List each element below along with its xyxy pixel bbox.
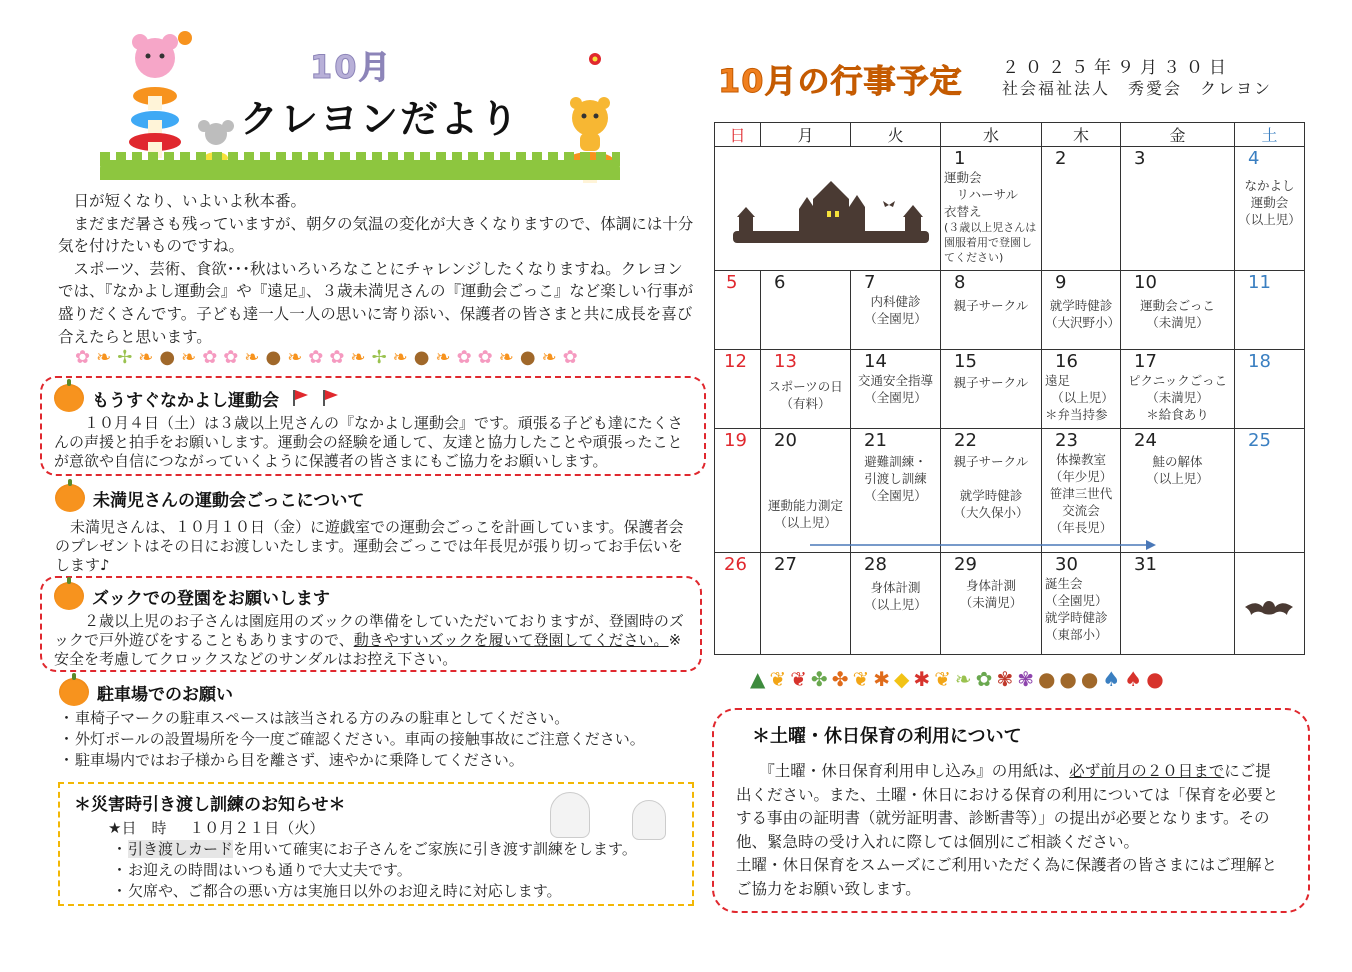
- calendar-week: [715, 429, 1305, 553]
- leaf-icon: ✤: [810, 667, 828, 691]
- day-events: 内科健診 （全園児）: [864, 294, 927, 326]
- section-body: [54, 612, 688, 669]
- intro-text: [58, 190, 698, 348]
- newsletter-title: クレヨンだより: [240, 97, 521, 141]
- maple-leaf-icon: ✱: [873, 667, 890, 691]
- day-number: 27: [774, 554, 797, 575]
- issue-date: ２０２５年９月３０日: [1002, 58, 1232, 78]
- leaf-icon: ❧: [954, 667, 972, 691]
- haunted-castle-icon: [733, 181, 929, 243]
- leaf-icon: ❧: [181, 346, 197, 368]
- mushroom-icon: ♠: [1124, 667, 1143, 691]
- calendar-day-24: [1121, 429, 1235, 553]
- flower-icon: ✿: [223, 346, 239, 368]
- day-number: 6: [774, 272, 786, 293]
- section-title: ＊土曜・休日保育の利用について: [752, 726, 1022, 747]
- day-events: スポーツの日 （有料）: [768, 379, 843, 411]
- maple-leaf-icon: ✱: [913, 667, 931, 691]
- calendar-day-1: [941, 147, 1042, 271]
- flag-icon: [323, 390, 339, 406]
- month-title: 10月: [310, 48, 393, 86]
- calendar-day-16: [1042, 350, 1121, 429]
- day-number: 13: [774, 351, 797, 372]
- calendar-day-9: [1042, 271, 1121, 350]
- day-events: 運動会ごっこ （未満児）: [1140, 298, 1215, 330]
- drill-list: [108, 839, 678, 902]
- day-events: 就学時健診 （大沢野小）: [1045, 298, 1121, 330]
- day-events: なかよし 運動会 （以上児）: [1238, 178, 1301, 227]
- drill-date-row: [108, 817, 678, 839]
- calendar-day-11: [1235, 271, 1305, 350]
- weekday-tue: 火: [851, 123, 941, 147]
- organization-name: 社会福祉法人 秀愛会 クレヨン: [1002, 79, 1273, 98]
- list-item: ・ 外灯ポールの設置場所を今一度ご確認ください。車両の接触事故にご注意ください。: [55, 729, 695, 750]
- calendar-day-30: [1042, 553, 1121, 655]
- day-number: 19: [724, 430, 747, 451]
- section-title: 未満児さんの運動会ごっこについて: [93, 490, 365, 511]
- calendar-day-23: [1042, 429, 1121, 553]
- body-text: 『土曜・休日保育利用申し込み』の用紙は、: [759, 762, 1070, 780]
- section-title: ズックでの登園をお願いします: [92, 588, 330, 609]
- day-number: 14: [864, 351, 887, 372]
- leaf-icon: ❧: [498, 346, 514, 368]
- calendar-week: [715, 350, 1305, 429]
- day-number: 28: [864, 554, 887, 575]
- day-number: 9: [1055, 272, 1067, 293]
- flag-icon: [293, 390, 309, 406]
- section-parking: [55, 676, 695, 776]
- dragonfly-icon: ✢: [117, 346, 133, 368]
- ghost-witch-icon: [632, 800, 666, 840]
- apple-icon: ●: [1146, 667, 1164, 691]
- flower-icon: ✿: [329, 346, 345, 368]
- day-number: 22: [954, 430, 977, 451]
- event-calendar: [714, 122, 1305, 655]
- flower-icon: ✿: [308, 346, 324, 368]
- day-number: 25: [1248, 430, 1271, 451]
- autumn-leaves-row: [750, 664, 1270, 694]
- list-item: ・ 駐車場内ではお子様から目を離さず、速やかに乗降してください。: [55, 750, 695, 771]
- chestnut-icon: ●: [1059, 667, 1077, 691]
- calendar-day-6: [761, 271, 851, 350]
- calendar-day-2: [1042, 147, 1121, 271]
- calendar-day-28: [851, 553, 941, 655]
- leaf-icon: ❧: [96, 346, 112, 368]
- leaf-icon: ❧: [138, 346, 154, 368]
- calendar-day-27: [761, 553, 851, 655]
- calendar-day-7: [851, 271, 941, 350]
- weekday-mon: 月: [761, 123, 851, 147]
- day-number: 31: [1134, 554, 1157, 575]
- day-events: 誕生会 （全園児） 就学時健診 （東部小）: [1045, 576, 1108, 642]
- day-number: 16: [1055, 351, 1078, 372]
- body-text: にご提出ください。また、土曜・休日における保育の利用については「保育を必要とする事由の証明書（就労証明書、診断書等）」の提出が必要となります。その他、緊急時の受け入れに際しては個別にご相談ください。: [736, 762, 1279, 851]
- day-events: 避難訓練・ 引渡し訓練 （全園児）: [864, 454, 927, 503]
- weekday-wed: 水: [941, 123, 1042, 147]
- bat-icon: [1245, 595, 1293, 617]
- calendar-day-29: [941, 553, 1042, 655]
- calendar-day-21: [851, 429, 941, 553]
- section-gokko: [55, 480, 695, 572]
- section-zukku: [40, 576, 702, 672]
- section-body: 未満児さんは、１０月１０日（金）に遊戯室での運動会ごっこを計画しています。保護者会のプレゼントはその日にお渡しいたします。運動会ごっこでは年長児が張り切ってお手伝いをします♪: [55, 518, 684, 574]
- day-number: 3: [1134, 148, 1146, 169]
- chestnut-icon: ●: [1080, 667, 1099, 691]
- section-body: １０月４日（土）は３歳以上児さんの『なかよし運動会』です。頑張る子ども達にたくさんの声援と拍手をお願いします。運動会の経験を通して、友達と協力したことや頑張ったことが意欲や自信につながっていくように保護者の皆さまにもご協力をお願いします。: [54, 414, 683, 470]
- tree-icon: ▲: [750, 667, 766, 691]
- day-number: 1: [954, 148, 966, 169]
- calendar-day-5: [715, 271, 761, 350]
- leaf-icon: ❦: [934, 667, 951, 691]
- calendar-day-15: [941, 350, 1042, 429]
- leaf-icon: ❧: [435, 346, 451, 368]
- section-title-row: [54, 384, 692, 412]
- day-number: 10: [1134, 272, 1157, 293]
- mushroom-icon: ♠: [1102, 667, 1121, 691]
- section-title: 駐車場でのお願い: [97, 684, 233, 705]
- leaf-icon: ❧: [350, 346, 366, 368]
- period-arrow-icon: [810, 538, 1160, 552]
- section-title-row: [55, 484, 695, 512]
- calendar-week: [715, 147, 1305, 271]
- day-number: 30: [1055, 554, 1078, 575]
- intro-line-3: スポーツ、芸術、食欲･･･秋はいろいろなことにチャレンジしたくなりますね。クレヨンでは、『なかよし運動会』や『遠足』、３歳未満児さんの『運動会ごっこ』など楽しい行事が盛りだくさんです。子ども達一人一人の思いに寄り添い、保護者の皆さまと共に成長を喜び合えたらと思います。: [58, 259, 694, 346]
- acorn-icon: ●: [265, 346, 282, 368]
- ginkgo-icon: ◆: [893, 667, 910, 691]
- section-disaster-drill: [58, 782, 694, 906]
- leaf-icon: ✤: [831, 667, 849, 691]
- body-text: ※安全を考慮してクロックスなどのサンダルはお控え下さい。: [54, 631, 682, 668]
- flower-icon: ✿: [477, 346, 493, 368]
- list-text: を用いて確実にお子さんをご家族に引き渡す訓練をします。: [233, 840, 637, 858]
- day-number: 8: [954, 272, 966, 293]
- calendar-day-20: [761, 429, 851, 553]
- section-title-row: [59, 678, 695, 706]
- flower-icon: ✿: [562, 346, 578, 368]
- berry-icon: ✾: [996, 667, 1014, 691]
- flower-icon: ✿: [202, 346, 218, 368]
- day-number: 7: [864, 272, 876, 293]
- day-events: ピクニックごっこ （未満児） ＊給食あり: [1127, 373, 1227, 422]
- day-events: 身体計測 （未満児）: [959, 578, 1023, 610]
- day-number: 24: [1134, 430, 1157, 451]
- calendar-title: 10月の行事予定: [718, 62, 963, 100]
- day-number: 20: [774, 430, 797, 451]
- calendar-week: [715, 553, 1305, 655]
- leaf-icon: ❦: [790, 667, 807, 691]
- leaf-icon: ❦: [852, 667, 870, 691]
- day-events: 親子サークル: [953, 375, 1029, 390]
- calendar-day-12: [715, 350, 761, 429]
- weekday-header: [715, 123, 1305, 147]
- section-body-2: 土曜・休日保育をスムーズにご利用いただく為に保護者の皆さまにはご理解とご協力をお願い致します。: [736, 856, 1277, 898]
- day-events: 遠足 （以上児） ＊弁当持参: [1045, 373, 1114, 422]
- intro-line-1: 日が短くなり、いよいよ秋本番。: [73, 192, 307, 210]
- calendar-day-31: [1121, 553, 1235, 655]
- calendar-day-3: [1121, 147, 1235, 271]
- body-underlined: 動きやすいズックを履いて登園してください。: [353, 631, 669, 649]
- leaf-icon: ❧: [244, 346, 260, 368]
- day-events: 身体計測 （以上児）: [864, 580, 927, 612]
- dragonfly-icon: ✢: [371, 346, 387, 368]
- day-number: 17: [1134, 351, 1157, 372]
- list-item: ・ 欠席や、ご都合の悪い方は実施日以外のお迎え時に対応します。: [108, 881, 678, 902]
- day-number: 5: [726, 272, 738, 293]
- day-number: 4: [1248, 148, 1260, 169]
- pumpkin-icon: [54, 582, 84, 610]
- section-title-row: [54, 582, 688, 610]
- calendar-day-8: [941, 271, 1042, 350]
- calendar-day-14: [851, 350, 941, 429]
- flower-icon: [588, 52, 602, 66]
- calendar-day-25: [1235, 429, 1305, 553]
- grass-icon: ✿: [975, 667, 993, 691]
- ghost-icon: [550, 792, 590, 838]
- day-number: 11: [1248, 272, 1271, 293]
- intro-line-2: まだまだ暑さも残っていますが、朝夕の気温の変化が大きくなりますので、体調には十分気を付けたいものですね。: [58, 214, 694, 256]
- grape-icon: ✾: [1017, 667, 1034, 691]
- day-events: 運動会 リハーサル 衣替え: [944, 170, 1019, 219]
- calendar-day-10: [1121, 271, 1235, 350]
- leaf-icon: ❧: [541, 346, 557, 368]
- list-item: ・ お迎えの時間はいつも通りで大丈夫です。: [108, 860, 678, 881]
- day-events: 運動能力測定 （以上児）: [767, 498, 843, 530]
- calendar-week: [715, 271, 1305, 350]
- calendar-day-13: [761, 350, 851, 429]
- pumpkin-icon: [59, 678, 89, 706]
- day-number: 23: [1055, 430, 1078, 451]
- highlight-text: 引き渡しカード: [128, 840, 234, 858]
- leaf-icon: ❧: [287, 346, 303, 368]
- acorn-icon: ●: [159, 346, 176, 368]
- parking-list: [55, 708, 695, 771]
- grass-strip: [100, 160, 620, 180]
- autumn-decoration-row: [75, 345, 695, 369]
- day-events: 親子サークル 就学時健診 （大久保小）: [953, 454, 1029, 520]
- section-body: [736, 760, 1286, 854]
- calendar-day-17: [1121, 350, 1235, 429]
- calendar-blank-cell: [715, 147, 941, 271]
- pumpkin-icon: [55, 484, 85, 512]
- day-number: 2: [1055, 148, 1067, 169]
- flower-icon: ✿: [75, 346, 91, 368]
- section-title: ＊災害時引き渡し訓練のお知らせ＊: [74, 795, 346, 815]
- day-events: 体操教室 （年少児） 笹津三世代 交流会 （年長児）: [1049, 452, 1113, 535]
- calendar-blank-cell: [1235, 553, 1305, 655]
- leaf-icon: ❦: [769, 667, 787, 691]
- day-events: 親子サークル: [953, 298, 1029, 313]
- weekday-sat: 土: [1235, 123, 1305, 147]
- section-undoukai: [40, 376, 706, 476]
- calendar-day-18: [1235, 350, 1305, 429]
- calendar-day-4: [1235, 147, 1305, 271]
- day-number: 29: [954, 554, 977, 575]
- day-note: (３歳以上児さんは園服着用で登園してください): [944, 221, 1037, 264]
- acorn-icon: ●: [519, 346, 536, 368]
- date-value: １０月２１日（火）: [189, 819, 325, 837]
- body-text: ２歳以上児のお子さんは園庭用のズックの準備をしていただいておりますが、登園時のズックで戸外遊びをすることもありますので、: [54, 612, 684, 649]
- day-number: 15: [954, 351, 977, 372]
- pumpkin-icon: [54, 384, 84, 412]
- weekday-fri: 金: [1121, 123, 1235, 147]
- calendar-day-26: [715, 553, 761, 655]
- acorn-icon: ●: [1037, 667, 1056, 691]
- section-title: もうすぐなかよし運動会: [92, 390, 279, 411]
- flower-icon: ✿: [456, 346, 472, 368]
- leaf-icon: ❧: [392, 346, 408, 368]
- day-number: 26: [724, 554, 747, 575]
- acorn-icon: ●: [413, 346, 430, 368]
- list-item: [108, 839, 678, 860]
- day-number: 12: [724, 351, 747, 372]
- section-saturday-care: [712, 708, 1310, 913]
- day-number: 21: [864, 430, 887, 451]
- day-events: 鮭の解体 （以上児）: [1146, 454, 1209, 486]
- weekday-sun: 日: [715, 123, 761, 147]
- date-label: ★日 時: [108, 819, 167, 837]
- body-underlined: 必ず前月の２０日まで: [1069, 762, 1225, 780]
- calendar-day-19: [715, 429, 761, 553]
- list-item: ・ 車椅子マークの駐車スペースは該当される方のみの駐車としてください。: [55, 708, 695, 729]
- day-number: 18: [1248, 351, 1271, 372]
- calendar-day-22: [941, 429, 1042, 553]
- weekday-thu: 木: [1042, 123, 1121, 147]
- day-events: 交通安全指導 （全園児）: [857, 373, 933, 405]
